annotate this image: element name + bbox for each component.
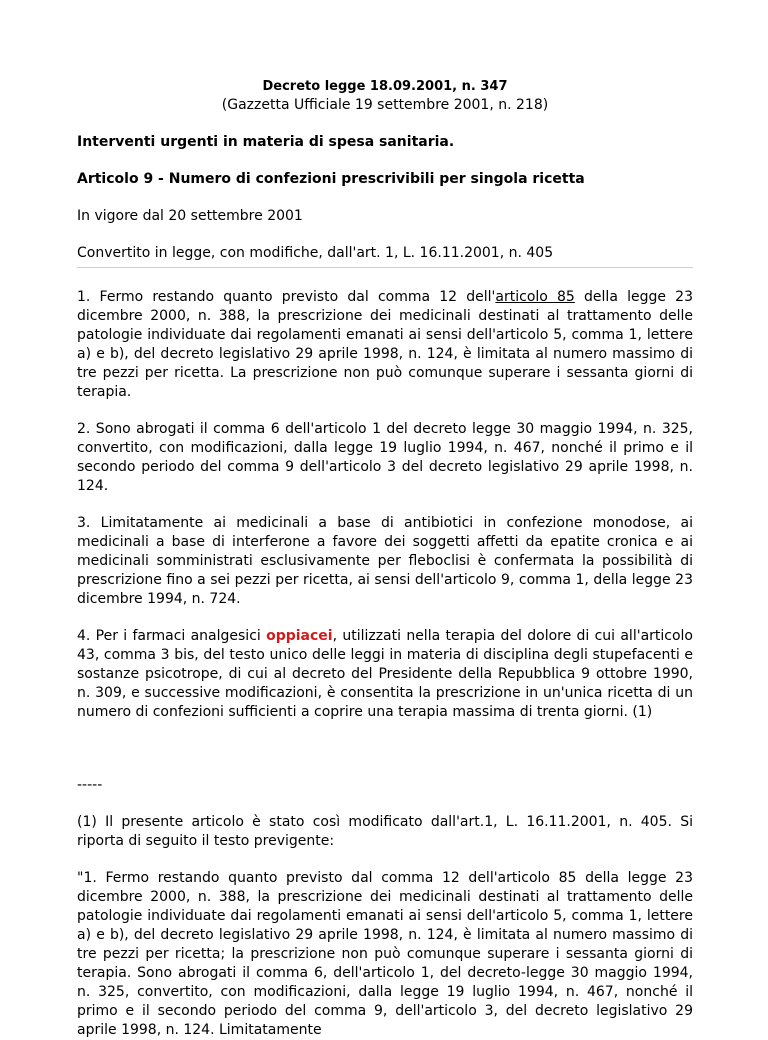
paragraph-1-end: della legge 23 dicembre 2000, n. 388, la prescrizione dei medicinali destinati al trattamento delle patologie individuate dai regolamenti emanati ai sensi dell'articolo 5, comma 1, lettere a) e b), del decreto legislativo 29 aprile 1998, n. 124, è limitata al numero massimo di tre pezzi per ricetta. La prescrizione non può comunque superare i sessanta giorni di terapia. xyxy=(77,289,693,400)
paragraph-1-start: 1. Fermo restando quanto previsto dal comma 12 dell' xyxy=(77,289,496,305)
decree-title: Decreto legge 18.09.2001, n. 347 xyxy=(262,79,508,94)
footnote-separator: ----- xyxy=(77,777,103,793)
document-content xyxy=(77,77,693,1040)
paragraph-3: 3. Limitatamente ai medicinali a base di antibiotici in confezione monodose, ai medicinali a base di interferone a favore dei soggetti affetti da epatite cronica e ai medicinali somministrati esclusivamente per fleboclisi è confermata la possibilità di prescrizione fino a sei pezzi per ricetta, ai sensi dell'articolo 9, comma 1, della legge 23 dicembre 1994, n. 724. xyxy=(77,515,693,607)
oppiacei-highlight: oppiacei xyxy=(266,628,333,644)
articolo-85-link[interactable]: articolo 85 xyxy=(495,289,575,305)
convertito-text: Convertito in legge, con modifiche, dall'art. 1, L. 16.11.2001, n. 405 xyxy=(77,245,554,261)
paragraph-4-end: , utilizzati nella terapia del dolore di cui all'articolo 43, comma 3 bis, del testo unico delle leggi in materia di disciplina degli stupefacenti e sostanze psicotrope, di cui al decreto del Presidente della Repubblica 9 ottobre 1990, n. 309, e successive modificazioni, è consentita la prescrizione in un'unica ricetta di un numero di confezioni sufficienti a coprire una terapia massima di trenta giorni. (1) xyxy=(77,628,693,720)
in-vigore-text: In vigore dal 20 settembre 2001 xyxy=(77,208,303,224)
paragraph-1 xyxy=(77,288,693,402)
previgente-quote: "1. Fermo restando quanto previsto dal comma 12 dell'articolo 85 della legge 23 dicembre 2000, n. 388, la prescrizione dei medicinali destinati al trattamento delle patologie individuate dai regolamenti emanati ai sensi dell'articolo 5, comma 1, lettere a) e b), del decreto legislativo 29 aprile 1998, n. 124, è limitata al numero massimo di tre pezzi per ricetta; la prescrizione non può comunque superare i sessanta giorni di terapia. Sono abrogati il comma 6, dell'articolo 1, del decreto-legge 30 maggio 1994, n. 325, convertito, con modificazioni, dalla legge 19 luglio 1994, n. 467, nonché il primo e il secondo periodo del comma 9, dell'articolo 3, del decreto legislativo 29 aprile 1998, n. 124. Limitatamente xyxy=(77,870,693,1038)
paragraph-4 xyxy=(77,627,693,722)
paragraph-4-start: 4. Per i farmaci analgesici xyxy=(77,628,267,644)
decree-heading: Interventi urgenti in materia di spesa sanitaria. xyxy=(77,134,455,150)
gazzetta-reference: (Gazzetta Ufficiale 19 settembre 2001, n. 218) xyxy=(221,97,549,113)
footnote-1: (1) Il presente articolo è stato così modificato dall'art.1, L. 16.11.2001, n. 405. Si riporta di seguito il testo previgente: xyxy=(77,814,693,849)
paragraph-2: 2. Sono abrogati il comma 6 dell'articolo 1 del decreto legge 30 maggio 1994, n. 325, convertito, con modificazioni, dalla legge 19 luglio 1994, n. 467, nonché il primo e il secondo periodo del comma 9 dell'articolo 3 del decreto legislativo 29 aprile 1998, n. 124. xyxy=(77,421,693,494)
article-title: Articolo 9 - Numero di confezioni prescrivibili per singola ricetta xyxy=(77,171,585,187)
